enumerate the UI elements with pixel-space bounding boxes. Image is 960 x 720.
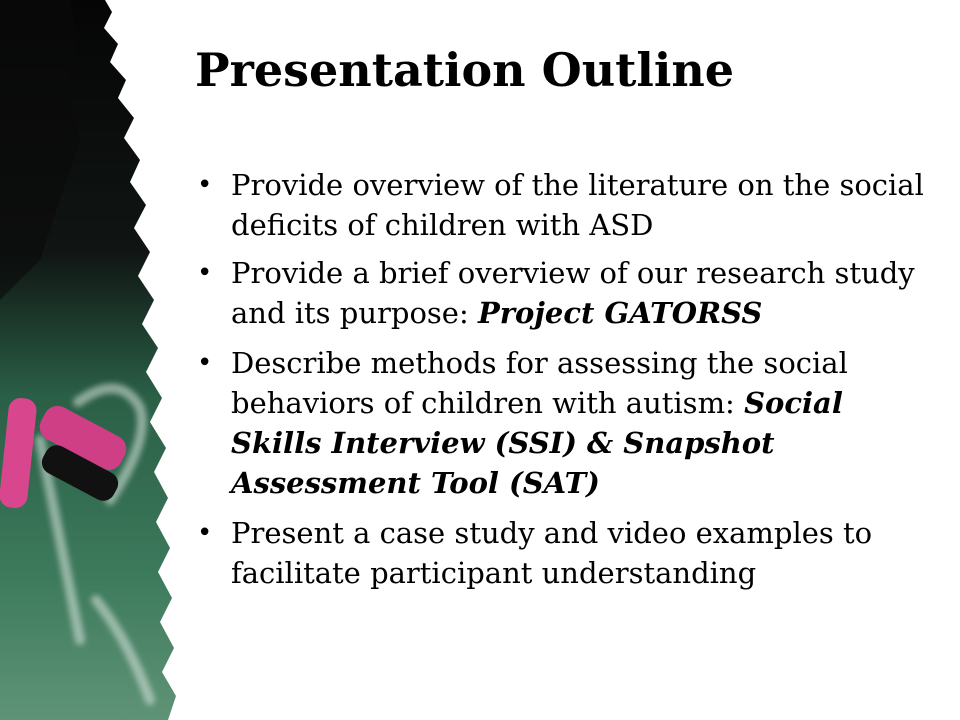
bullet-emphasis: Project GATORSS — [477, 296, 763, 330]
slide-title: Presentation Outline — [195, 43, 735, 97]
bullet-list — [195, 165, 935, 601]
list-item — [195, 513, 935, 593]
bullet-icon: • — [197, 348, 213, 378]
list-item — [195, 253, 935, 333]
bullet-text: Provide overview of the literature on the social deficits of children with ASD — [231, 168, 924, 242]
bullet-icon: • — [197, 258, 213, 288]
bullet-icon: • — [197, 170, 213, 200]
bullet-emphasis: Social Skills Interview (SSI) & Snapshot Assessment Tool (SAT) — [231, 386, 843, 500]
list-item — [195, 165, 935, 245]
bullet-text: Present a case study and video examples to facilitate participant understanding — [231, 516, 873, 590]
bullet-icon: • — [197, 518, 213, 548]
bullet-text: Provide a brief overview of our research study and its purpose: — [231, 256, 915, 330]
list-item — [195, 343, 935, 503]
bullet-text: Describe methods for assessing the social behaviors of children with autism: — [231, 346, 848, 420]
